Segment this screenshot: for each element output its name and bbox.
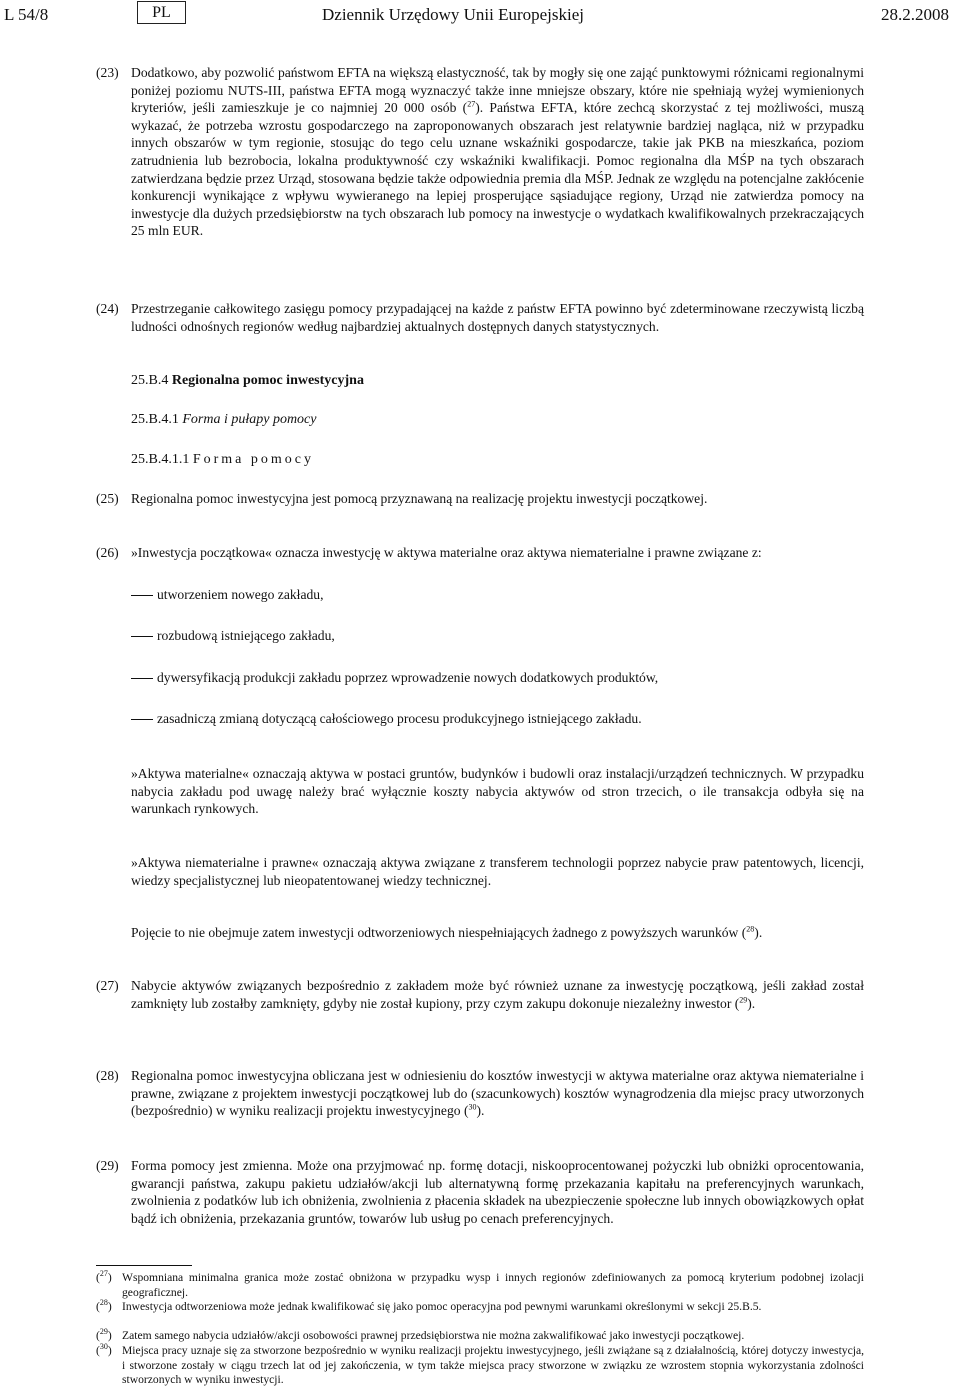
- paragraph-28: [96, 1067, 864, 1120]
- footnote-number: ($^{29}$): [96, 1327, 112, 1342]
- list-item: zasadniczą zmianą dotyczącą całościowego procesu produkcyjnego istniejącego zakładu.: [131, 710, 642, 728]
- footnote-text: Miejsca pracy uznaje się za stworzone bezpośrednio w wyniku realizacji projektu inwestycyjnego, jeśli zwiążane są z działalnością, której dotyczy inwestycja, i stworzone zostały w ciągu trzech lat od jej zakończenia, w tym także miejsca pracy stworzone w związku ze wzrostem stopnia wykorzystania zdolności stworzonych w wyniku inwestycji.: [122, 1344, 864, 1387]
- journal-title: Dziennik Urzędowy Unii Europejskiej: [322, 5, 585, 24]
- dash-bullet: [131, 595, 153, 596]
- subparagraph-intangible-assets: »Aktywa niematerialne i prawne« oznaczają aktywa związane z transferem technologii poprzez nabycie praw patentowych, licencji, wiedzy specjalistycznej lub nieopatentowanej wiedzy technicznej.: [131, 855, 864, 888]
- list-item: rozbudową istniejącego zakładu,: [131, 627, 335, 645]
- list-item: utworzeniem nowego zakładu,: [131, 586, 323, 604]
- section-heading: [131, 372, 364, 390]
- list-item: dywersyfikacją produkcji zakładu poprzez wprowadzenie nowych dodatkowych produktów,: [131, 669, 658, 687]
- paragraph-24: [96, 300, 864, 335]
- paragraph-number: (26): [96, 545, 119, 560]
- page-header: [0, 0, 960, 24]
- section-number: 25.B.4: [131, 373, 169, 388]
- paragraph-text: Dodatkowo, aby pozwolić państwom EFTA na większą elastyczność, tak by mogły się one zająć punktowymi różnicami regionalnymi poniżej poziomu NUTS-III, państwa EFTA mogą wyznaczyć także inne mniejsze obszary, które nie spełniają wyżej wymienionych kryteriów, jeśli zamieszkuje je co najmniej 20 000 osób ($^{27}$). Państwa EFTA, które zechcą skorzystać z tej możliwości, muszą wykazać, że potrzeba wzrostu gospodarczego na zaproponowanych obszarach jest relatywnie bardziej nagląca, niż w przypadku innych obszarów w tym regionie, stosując do tego celu uznane wskaźniki gospodarcze, takie jak PKB na mieszkańca, poziom zatrudnienia lub bezrobocia, lokalna produktywność czy wskaźniki kwalifikacji. Pomoc regionalna dla MŚP na tych obszarach zatwierdzana będzie przez Urząd, stosowana będzie także odpowiednia premia dla MŚP. Jednak ze względu na potencjalne zakłócenie konkurencji wynikające z wpływu wywieranego na lepiej prosperujące sąsiadujące regiony, Urząd nie zatwierdza pomocy na inwestycje dla dużych przedsiębiorstw na tych obszarach lub pomocy na inwestycje o wydatkach kwalifikowalnych przekraczających 25 mln EUR.: [131, 65, 864, 239]
- paragraph-number: (29): [96, 1158, 119, 1173]
- paragraph-25: [96, 490, 864, 508]
- footnote-text: Inwestycja odtworzeniowa może jednak kwalifikować się jako pomoc operacyjna pod pewnymi warunkami określonymi w sekcji 25.B.5.: [122, 1300, 762, 1313]
- paragraph-number: (23): [96, 65, 119, 80]
- language-badge: PL: [137, 1, 186, 24]
- dash-bullet: [131, 719, 153, 720]
- paragraph-text: Nabycie aktywów związanych bezpośrednio z zakładem może być również uznane za inwestycję początkową, jeśli zakład został zamknięty lub zostałby zamknięty, gdyby nie został kupiony, przy czym zakupu dokonuje niezależny inwestor ($^{29}$).: [131, 978, 864, 1011]
- paragraph-26: [96, 544, 864, 562]
- footnote-number: ($^{27}$): [96, 1269, 112, 1284]
- paragraph-text: Regionalna pomoc inwestycyjna obliczana jest w odniesieniu do kosztów inwestycji w aktywa materialne oraz aktywa niematerialne i prawne, związane z projektem inwestycji początkowej lub do (szacunkowych) kosztów wynagrodzenia dla miejsc pracy utworzonych (bezpośrednio) w wyniku realizacji projektu inwestycyjnego ($^{30}$).: [131, 1068, 864, 1119]
- paragraph-text: »Inwestycja początkowa« oznacza inwestycję w aktywa materialne oraz aktywa niematerialne i prawne związane z:: [131, 545, 762, 560]
- paragraph-text: Forma pomocy jest zmienna. Może ona przyjmować np. formę dotacji, niskooprocentowanej pożyczki lub obniżki oprocentowania, gwarancji państwa, zakupu pakietu udziałów/akcji lub alternatywną formę przekazania kapitału na preferencyjnych warunkach, zwolnienia z podatków lub ich obniżenia, zwolnienia z płacenia składek na ubezpieczenie społeczne lub innych obowiązkowych opłat bądź ich obniżenia, przekazania gruntów, towarów lub usług po cenach preferencyjnych.: [131, 1158, 864, 1226]
- footnote-text: Zatem samego nabycia udziałów/akcji osobowości prawnej przedsiębiorstwa nie można zakwalifikować jako inwestycji początkowej.: [122, 1329, 745, 1342]
- subsection-title: Forma i pułapy pomocy: [182, 412, 317, 427]
- footnote: [96, 1271, 864, 1300]
- footnote: [96, 1329, 864, 1344]
- paragraph-number: (24): [96, 301, 119, 316]
- subsubsection-title: Forma pomocy: [192, 452, 314, 467]
- subsection-number: 25.B.4.1: [131, 412, 179, 427]
- paragraph-27: [96, 977, 864, 1012]
- paragraph-29: [96, 1157, 864, 1227]
- footnote-ref[interactable]: 30: [468, 1102, 477, 1112]
- footnote-ref[interactable]: 29: [739, 995, 748, 1005]
- footnote: [96, 1344, 864, 1388]
- subsection-heading: [131, 411, 317, 429]
- dash-bullet: [131, 636, 153, 637]
- paragraph-text: Przestrzeganie całkowitego zasięgu pomocy przypadającej na każde z państw EFTA powinno być zdeterminowane rzeczywistą liczbą ludności odnośnych regionów według najbardziej aktualnych dostępnych danych statystycznych.: [131, 301, 864, 334]
- footnote-ref[interactable]: 28: [746, 924, 755, 934]
- subsubsection-heading: [131, 451, 314, 469]
- paragraph-number: (27): [96, 978, 119, 993]
- footnote-text: Wspomniana minimalna granica może zostać obniżona w przypadku wysp i innych regionów zdefiniowanych za pomocą kryterium podobnej izolacji geograficznej.: [122, 1271, 864, 1299]
- subparagraph-exclusion: Pojęcie to nie obejmuje zatem inwestycji odtworzeniowych niespełniających żadnego z powyższych warunków ($^{28}$).: [131, 924, 763, 940]
- footnote-divider: [96, 1265, 192, 1266]
- paragraph-text: Regionalna pomoc inwestycyjna jest pomocą przyznawaną na realizację projektu inwestycji początkowej.: [131, 491, 708, 506]
- paragraph-number: (28): [96, 1068, 119, 1083]
- footnote: [96, 1300, 864, 1315]
- footnote-number: ($^{28}$): [96, 1298, 112, 1313]
- paragraph-number: (25): [96, 491, 119, 506]
- page-reference: L 54/8: [4, 5, 49, 24]
- section-title: Regionalna pomoc inwestycyjna: [171, 373, 364, 388]
- subsubsection-number: 25.B.4.1.1: [131, 452, 190, 467]
- dash-bullet: [131, 678, 153, 679]
- publication-date: 28.2.2008: [881, 5, 949, 24]
- paragraph-23: [96, 64, 864, 240]
- footnote-ref[interactable]: 27: [467, 99, 476, 109]
- subparagraph-tangible-assets: »Aktywa materialne« oznaczają aktywa w postaci gruntów, budynków i budowli oraz instalacji/urządzeń technicznych. W przypadku nabycia zakładu pod uwagę należy brać wyłącznie koszty nabycia aktywów od stron trzecich, o ile transakcja odbyła się na warunkach rynkowych.: [131, 766, 864, 817]
- footnote-number: ($^{30}$): [96, 1342, 112, 1357]
